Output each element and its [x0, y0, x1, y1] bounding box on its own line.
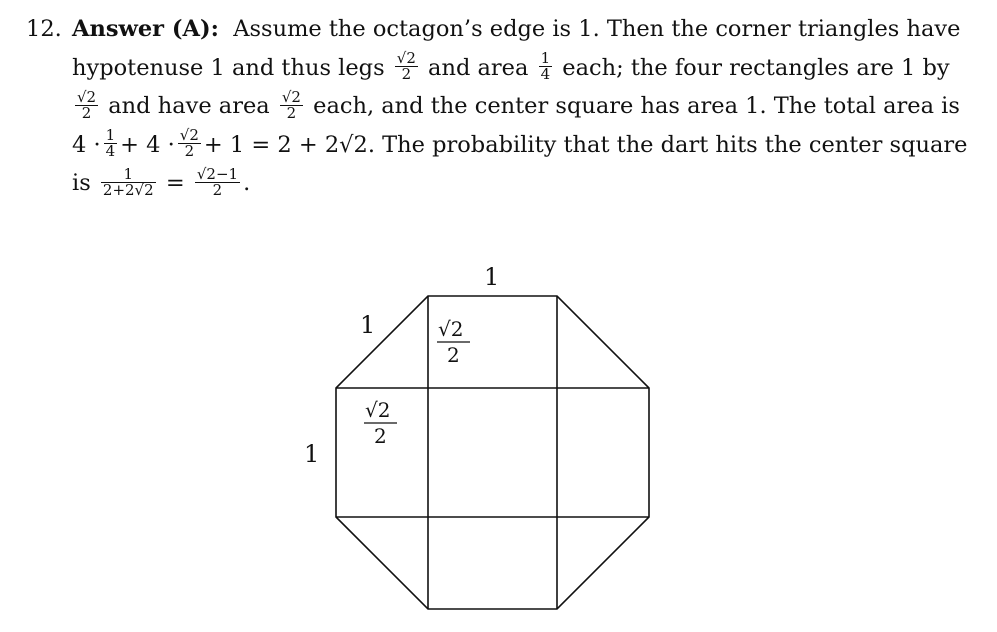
problem-number: 12.	[26, 16, 62, 42]
line-1-text: Assume the octagon’s edge is 1. Then the corner triangles have	[233, 16, 961, 42]
line-1	[26, 10, 978, 49]
solution-text	[26, 10, 978, 203]
label-leg-vertical	[437, 317, 470, 367]
text-rectangles: each; the four rectangles are 1 by	[562, 54, 950, 81]
fraction-sqrt2-over-2: $\frac{√2}{2}$	[281, 87, 301, 122]
line-4	[26, 126, 978, 165]
label-diagonal-edge: 1	[360, 311, 376, 339]
period: .	[243, 170, 251, 196]
label-left-edge: 1	[304, 440, 320, 468]
text-legs: hypotenuse 1 and thus legs	[72, 54, 385, 81]
label-leg-horizontal-num: √2	[365, 398, 391, 422]
fraction-sqrt2-over-2: $\frac{√2}{2}$	[77, 87, 97, 122]
line-5	[26, 164, 978, 203]
answer-label: Answer (A):	[72, 16, 219, 42]
label-leg-vertical-num: √2	[438, 317, 464, 341]
line-2	[26, 49, 978, 88]
text-is: is	[72, 170, 91, 196]
text-have-area: and have area	[108, 93, 270, 119]
label-leg-vertical-den: 2	[447, 343, 460, 367]
label-top-edge: 1	[484, 263, 500, 291]
octagon-outline	[336, 296, 649, 609]
fraction-result: $\frac{√2-1}{2}$	[196, 164, 239, 199]
label-leg-horizontal-den: 2	[374, 424, 387, 448]
text-probability: + 1 = 2 + 2√2. The probability that the dart hits the center square	[203, 131, 968, 158]
fraction-1-over-4: $\frac{1}{4}$	[540, 49, 551, 83]
text-area: and area	[428, 54, 529, 81]
label-leg-horizontal	[364, 398, 397, 448]
fraction-sqrt2-over-2: $\frac{√2}{2}$	[179, 126, 199, 160]
line-3	[26, 87, 978, 126]
fraction-1-over-2-plus-2sqrt2: $\frac{1}{2+2√2}$	[102, 164, 154, 199]
octagon-lines	[336, 296, 649, 609]
text-four-times: 4 ·	[72, 131, 101, 158]
equals-sign: =	[165, 170, 185, 196]
fraction-1-over-4: $\frac{1}{4}$	[105, 126, 116, 160]
text-plus-four-times: + 4 ·	[120, 131, 175, 158]
text-total-area: each, and the center square has area 1. The total area is	[313, 93, 960, 119]
fraction-sqrt2-over-2: $\frac{√2}{2}$	[396, 49, 416, 83]
